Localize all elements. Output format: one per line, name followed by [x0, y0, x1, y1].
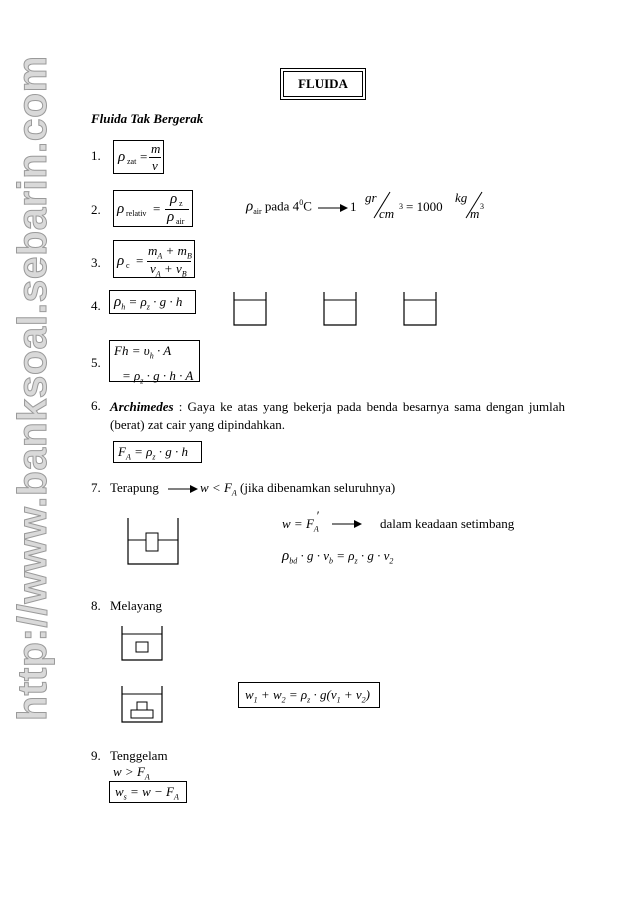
equals-rho: = ρ [336, 548, 355, 563]
close-paren: ) [365, 687, 371, 702]
plus-m: + m [165, 243, 187, 258]
w-less-fa: w < F [200, 480, 232, 495]
archimedes-paragraph [110, 398, 565, 434]
sub-z: z [307, 695, 311, 705]
arrow-right-icon [168, 483, 198, 495]
denominator [150, 261, 187, 279]
item-number-8: 8. [91, 598, 101, 613]
rho-symbol: ρ [118, 149, 126, 165]
sub-air: air [176, 217, 185, 226]
sub-z: z [146, 302, 150, 312]
sub-a: A [157, 251, 163, 261]
numerator [148, 243, 192, 261]
rho-symbol: ρ [246, 198, 254, 215]
sub-zat: zat [127, 157, 137, 166]
suspended-object-icon [118, 624, 166, 664]
item-number-7: 7. [91, 480, 101, 495]
watermark: http://www.banksoal.sebarin.com [9, 55, 55, 721]
sub-2: 2 [361, 695, 366, 705]
sub-a: A [144, 772, 150, 782]
label-melayang: Melayang [110, 598, 162, 613]
sub-a: A [173, 792, 179, 802]
rho-symbol: ρ [117, 253, 125, 269]
unit-gr: gr [365, 190, 377, 205]
formula-suspended [238, 682, 380, 708]
label-terapung: Terapung [110, 480, 159, 495]
sub-2: 2 [281, 695, 286, 705]
g-h-a: · g · h · A [146, 367, 194, 383]
w: w [115, 784, 124, 799]
item-number-5: 5. [91, 355, 101, 370]
plus-v: + v [163, 261, 182, 276]
sub-2: 2 [389, 556, 394, 566]
item-number-1: 1. [91, 148, 101, 163]
equals-w-minus-f: = w − F [130, 784, 174, 799]
sub-1: 1 [336, 695, 341, 705]
sup-3: 3 [480, 202, 484, 211]
sub-z: z [179, 199, 183, 208]
sub-h: h [121, 302, 126, 312]
formula-density [113, 140, 164, 174]
text-pada: pada 4 [264, 198, 300, 214]
unit-kg: kg [455, 190, 468, 205]
sub-z: z [152, 452, 156, 462]
container-3-icon [400, 290, 440, 328]
container-1-icon [230, 290, 270, 328]
unit-c: C [303, 198, 312, 214]
condition-float [200, 480, 237, 498]
item-number-6: 6. [91, 398, 101, 413]
g-h: · g · h [153, 294, 183, 309]
w-greater-fa: w > F [113, 764, 145, 779]
formula-apparent-weight [109, 781, 187, 803]
formula-hydrostatic-pressure [109, 290, 196, 314]
sub-b: b [328, 556, 333, 566]
line-1 [114, 341, 199, 366]
equals-rho: = ρ [134, 444, 153, 459]
sup-0: 0 [299, 198, 304, 207]
item-number-4: 4. [91, 298, 101, 313]
g-h: · g · h [158, 444, 188, 459]
item-number-2: 2. [91, 202, 101, 217]
sub-a: A [313, 524, 319, 534]
archimedes-text: : Gaya ke atas yang bekerja pada benda besarnya sama dengan jumlah (berat) zat cair yang dipindahkan. [110, 399, 565, 432]
sub-air: air [253, 206, 262, 216]
prime-mark: ′ [316, 508, 320, 523]
item-number-9: 9. [91, 748, 101, 763]
rho-numerator: ρ [170, 191, 178, 207]
page-title: FLUIDA [283, 71, 363, 97]
archimedes-label: Archimedes [110, 399, 174, 414]
sub-c: c [126, 261, 130, 270]
g-v: · g(v [313, 687, 337, 702]
sub-1: 1 [253, 695, 258, 705]
equals: = [153, 201, 161, 216]
sup-3: 3 [399, 202, 403, 211]
sub-a: A [155, 269, 161, 279]
equilibrium-formula [282, 508, 322, 534]
unit-cm: cm [379, 206, 395, 221]
value-one: 1 [350, 199, 357, 214]
water-density-statement [246, 198, 312, 216]
arrow-right-icon [332, 518, 362, 530]
note-submerged: (jika dibenamkan seluruhnya) [240, 480, 396, 495]
sub-z: z [140, 376, 144, 386]
times-a: · A [156, 343, 172, 358]
line-2 [114, 366, 199, 391]
sub-b: B [186, 251, 192, 261]
formula-hydrostatic-force [109, 340, 200, 386]
floating-object-icon [124, 516, 182, 568]
v-a: v [150, 261, 156, 276]
stacked-objects-icon [118, 684, 166, 726]
rho-denominator: ρ [167, 209, 175, 225]
equals-rho: = ρ [288, 687, 308, 702]
w: w [245, 687, 254, 702]
sub-bd: bd [289, 556, 298, 566]
plus-v: + v [343, 687, 362, 702]
plus-w: + w [260, 687, 282, 702]
m-a: m [148, 243, 158, 258]
formula-relative-density [113, 190, 193, 227]
sub-b: B [181, 269, 187, 279]
unit-m: m [470, 206, 480, 221]
f-a: F [118, 444, 126, 459]
sub-a: A [125, 452, 131, 462]
equals-rho: = ρ [122, 367, 141, 383]
sub-h: h [149, 351, 154, 361]
note-equilibrium: dalam keadaan setimbang [380, 516, 515, 531]
w-equals-fa: w = F [282, 516, 314, 531]
section-subtitle: Fluida Tak Bergerak [91, 111, 204, 126]
equals: = [136, 253, 144, 268]
equals-rho: = ρ [128, 294, 147, 309]
sub-a: A [231, 488, 237, 498]
rho-symbol: ρ [114, 294, 122, 310]
numerator-m: m [151, 141, 161, 156]
g-v: · g · v [300, 548, 329, 563]
container-2-icon [320, 290, 360, 328]
g-v: · g · v [360, 548, 390, 563]
fh-u: Fh = υ [114, 343, 150, 358]
item-number-3: 3. [91, 255, 101, 270]
sub-s: s [123, 792, 127, 802]
rho-symbol: ρ [117, 201, 125, 217]
formula-mixture-density [113, 240, 195, 278]
condition-sink [113, 764, 150, 782]
value-1000: = 1000 [406, 199, 443, 214]
arrow-right-icon [318, 202, 348, 214]
sub-relativ: relativ [126, 209, 147, 218]
formula-buoyant-force [113, 441, 202, 463]
equals: = [140, 149, 148, 164]
label-tenggelam: Tenggelam [110, 748, 168, 763]
density-volume-formula [282, 548, 393, 566]
sub-z: z [354, 556, 358, 566]
denominator-v: v [152, 158, 158, 173]
rho-symbol: ρ [282, 548, 290, 564]
